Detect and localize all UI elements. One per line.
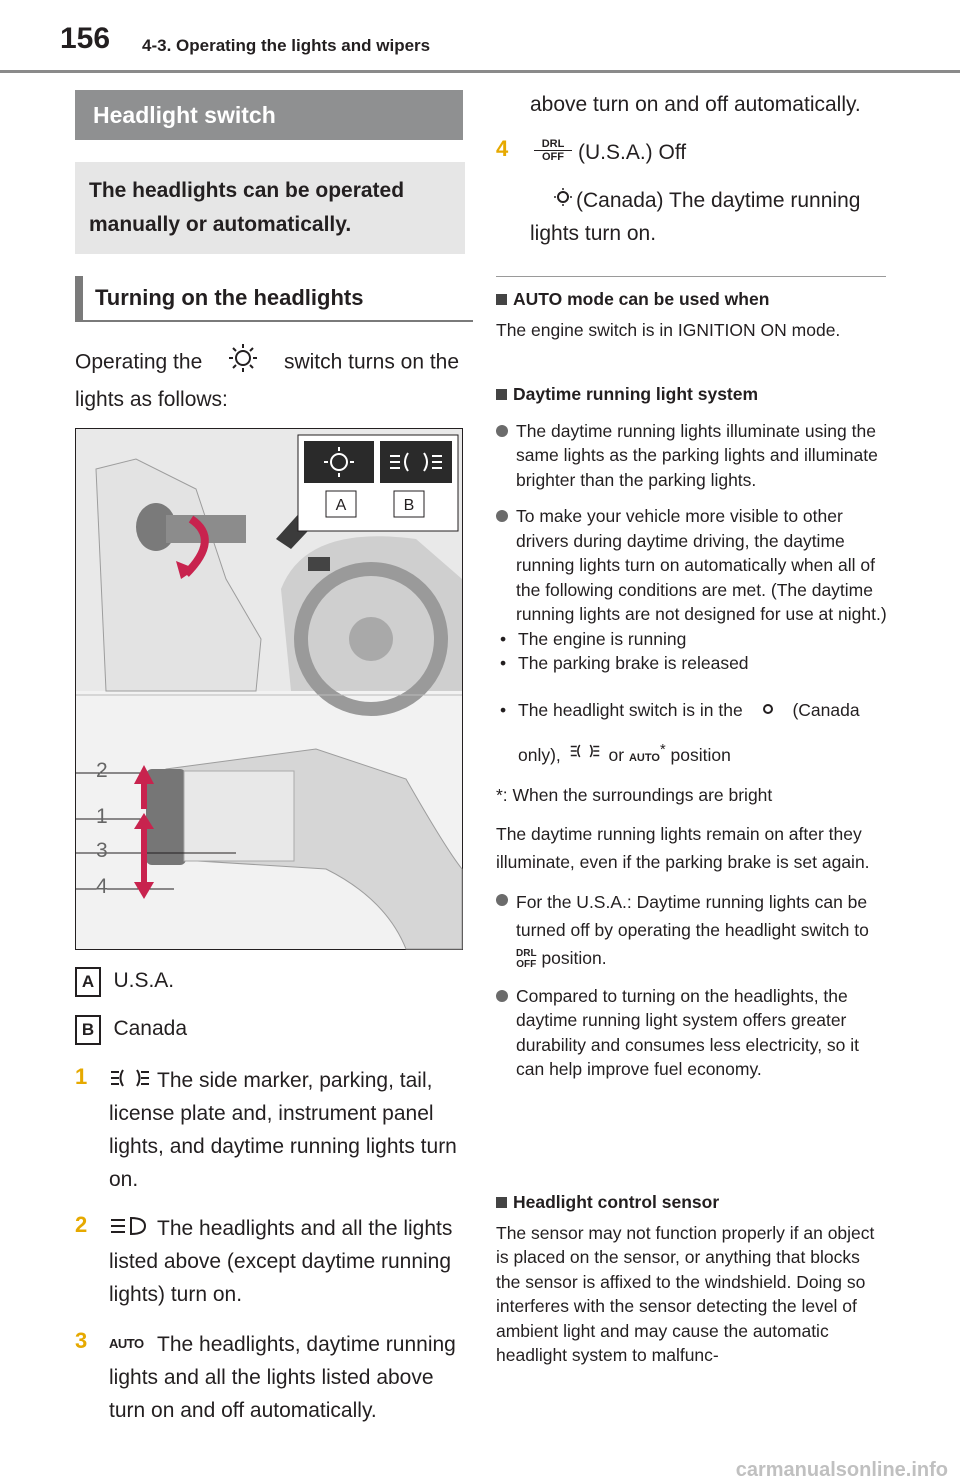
legend-a [75,964,174,997]
page-number: 156 [60,22,111,55]
step-1-text: The side marker, parking, tail, license plate and, instrument panel lights, and daytime running lights turn on. [109,1069,457,1191]
step-4-usa: (U.S.A.) Off [578,141,687,164]
bullet-dot-icon [496,894,508,906]
tail-light-icon [566,742,604,760]
step-3-text: The headlights, daytime running lights and all the lights listed above turn on and off automatically. [109,1333,456,1422]
auto-icon: AUTO [628,751,660,764]
legend-b-text: Canada [113,1017,188,1040]
intro-paragraph [75,343,465,416]
sensor-text: The sensor may not function properly if an object is placed on the sensor, or anything that blocks the sensor is affixed to the windshield. Doing so interferes with the sensor detecting the level of ambient light and may cause the automatic headlight system to malfunc- [496,1222,875,1365]
legend-b-key: B [75,1015,101,1045]
condition-3-d: position [670,744,731,765]
auto-mode-text: The engine switch is in IGNITION ON mode. [496,319,841,340]
turning-on-subheading: Turning on the headlights [75,276,473,322]
drl-system-note [496,382,888,1082]
condition-3-c: or [608,744,625,765]
sensor-note [496,1190,888,1368]
auto-mode-title: AUTO mode can be used when [513,289,770,309]
bullet-square-icon [496,389,507,400]
legend-a-key: A [75,967,101,997]
drl-off-icon [534,138,572,163]
header-divider [0,70,960,73]
condition-3-b: (Canada only), [518,699,860,765]
step-3-number: 3 [75,1328,88,1353]
callout-2: 2 [96,759,108,782]
footnote: *: When the surroundings are bright [496,785,773,806]
drl-off-icon-top: DRL [541,138,565,150]
drl-bullet-4-text: Compared to turning on the headlights, the daytime running light system offers greater durability and consumes less electricity, so it can help improve fuel economy. [516,985,860,1080]
bullet-dot-icon [496,510,508,522]
drl-bullet-3-end: position. [541,947,607,968]
notes-divider [496,276,886,277]
callout-3: 3 [96,839,108,862]
step-3-continued: above turn on and off automatically. [530,93,861,116]
drl-bullet-3-text: For the U.S.A.: Daytime running lights can be turned off by operating the headlight switch to [516,891,869,940]
intro-after: switch turns on the lights as follows: [75,350,460,411]
drl-bullet-4 [496,984,888,1082]
bullet-dot-icon [496,990,508,1002]
step-4-canada: (Canada) The daytime running lights turn on. [530,189,861,245]
drl-remain-text: The daytime running lights remain on after they illuminate, even if the parking brake is set again. [496,823,870,872]
step-4-number: 4 [496,136,509,161]
section-title: 4-3. Operating the lights and wipers [142,36,431,55]
auto-mode-note [496,287,886,342]
svg-text:B: B [403,497,415,514]
drl-bullet-1-text: The daytime running lights illuminate using the same lights as the parking lights and illuminate brighter than the parking lights. [516,420,878,490]
bullet-dot-icon [496,425,508,437]
step-2-number: 2 [75,1212,88,1237]
drl-off-icon-bottom: OFF [534,150,572,163]
watermark: carmanualsonline.info [735,1459,948,1481]
drl-bullet-1 [496,419,888,493]
step-2-text: The headlights and all the lights listed above (except daytime running lights) turn on. [109,1217,453,1306]
auto-icon: AUTO [109,1336,144,1351]
svg-text:A: A [335,497,347,514]
legend-b [75,1012,187,1045]
drl-off-icon [516,948,537,970]
drl-bullet-2-text: To make your vehicle more visible to other drivers during daytime driving, the daytime running lights turn on automatically when all of the following conditions are met. (The daytime running lights are not designed for use at night.) [516,506,887,624]
legend-a-text: U.S.A. [113,969,175,992]
lead-text: The headlights can be operated manually or automatically. [75,162,465,254]
drl-on-icon [748,702,788,716]
sensor-title: Headlight control sensor [513,1192,720,1212]
condition-3: • The headlight switch is in the (Canada only), or AUTO* position [496,690,888,778]
drl-off-bottom: OFF [516,959,537,971]
headlight-switch-title: Headlight switch [75,90,463,140]
condition-1: • The engine is running [496,627,888,652]
bullet-square-icon [496,1197,507,1208]
callout-4: 4 [96,875,108,898]
condition-2: • The parking brake is released [496,651,888,676]
sun-symbol-icon [208,343,278,383]
drl-off-top: DRL [516,948,537,960]
switch-figure [75,428,463,950]
drl-title: Daytime running light system [513,384,759,404]
drl-bullet-3 [496,888,888,972]
callout-1: 1 [96,805,108,828]
condition-3-a: The headlight switch is in the [518,699,743,720]
step-1-number: 1 [75,1064,88,1089]
drl-bullet-2 [496,504,888,627]
bullet-square-icon [496,294,507,305]
intro-before: Operating the [75,350,203,374]
